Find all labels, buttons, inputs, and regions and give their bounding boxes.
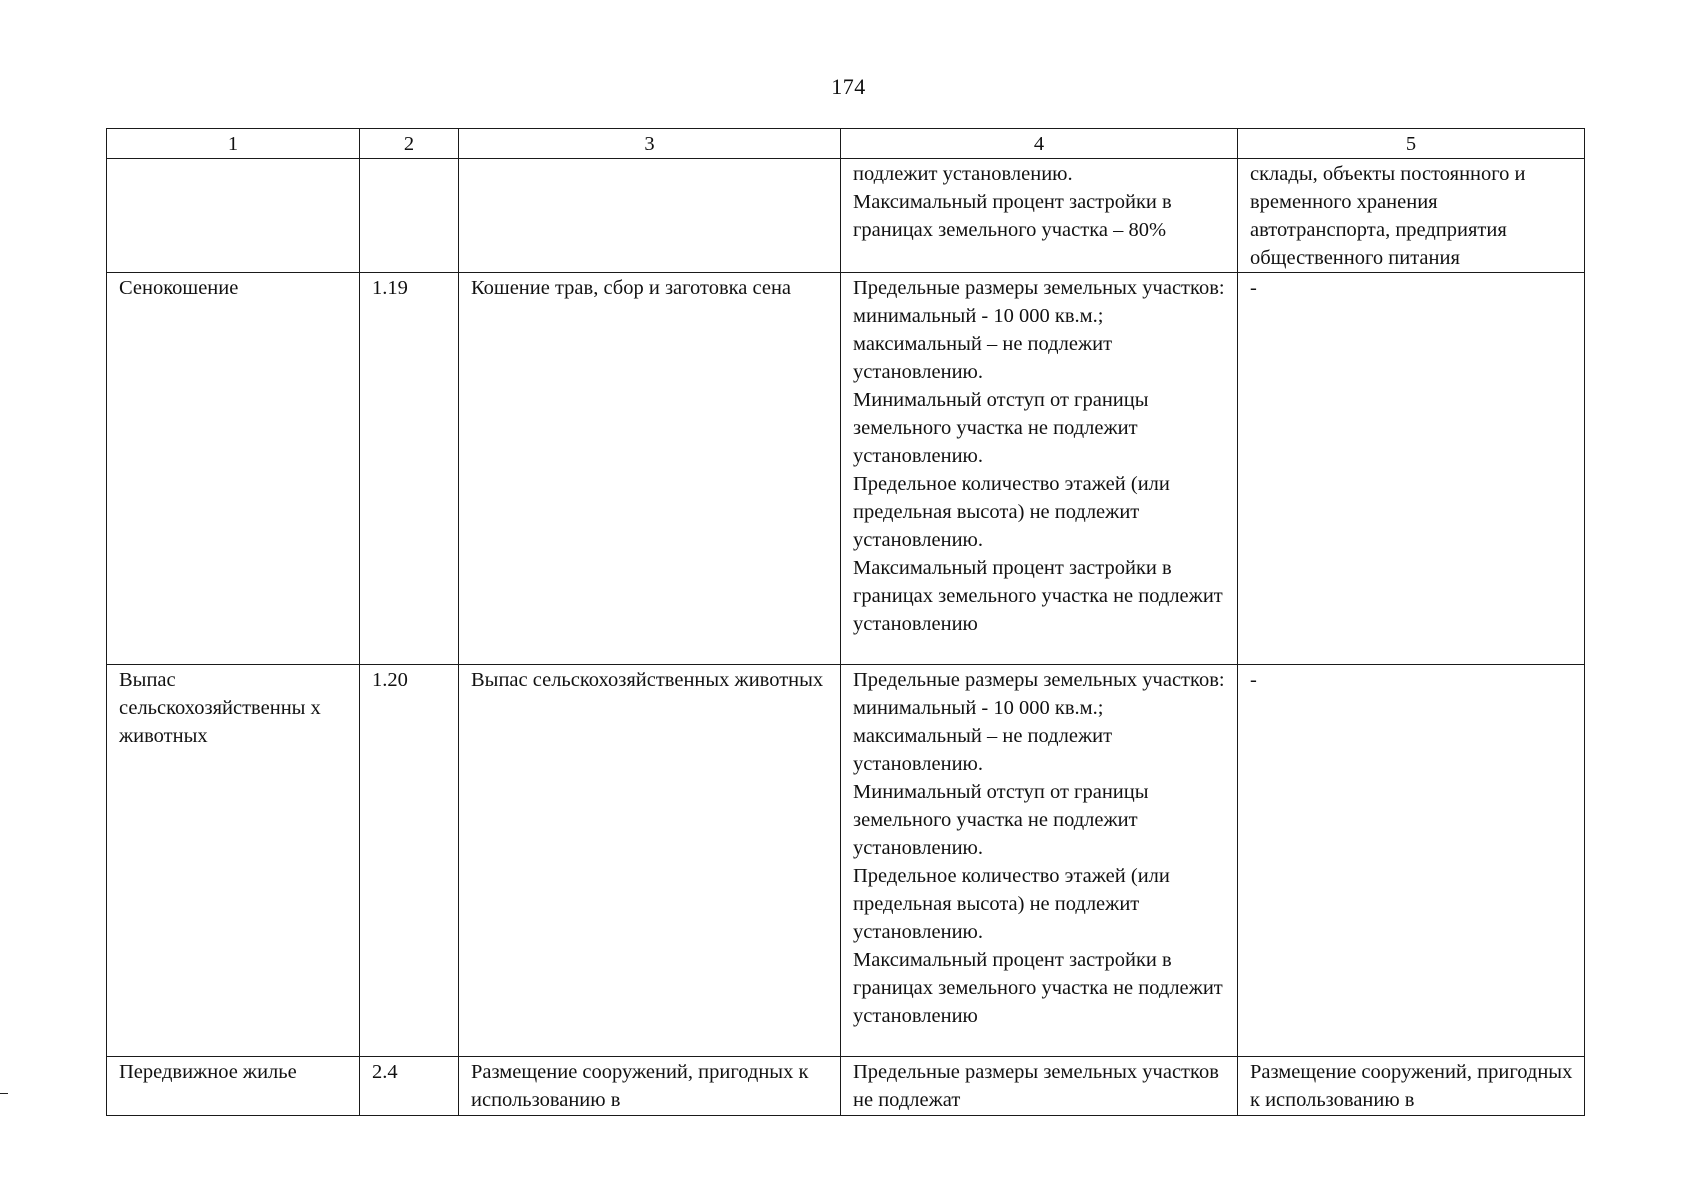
land-use-restrictions: -: [1250, 277, 1257, 299]
land-use-name-cell: [107, 665, 360, 1057]
table-row: [107, 159, 1585, 273]
table-header-row: [107, 129, 1585, 159]
land-use-restrictions: склады, объекты постоянного и временного хранения автотранспорта, предприятия общественного питания: [1250, 163, 1526, 269]
land-use-name: Передвижное жилье: [119, 1061, 297, 1083]
land-use-code: 2.4: [372, 1061, 398, 1083]
land-use-name-cell: [107, 273, 360, 665]
land-use-parameters: подлежит установлению. Максимальный процент застройки в границах земельного участка – 80%: [853, 163, 1172, 241]
land-use-name: Выпас сельскохозяйственны х животных: [119, 669, 321, 747]
table-row: [107, 665, 1585, 1057]
land-use-restrictions: Размещение сооружений, пригодных к использованию в: [1250, 1061, 1573, 1111]
land-use-restrictions-cell: [1238, 1057, 1585, 1116]
land-use-parameters-cell: [841, 273, 1238, 665]
land-use-table: [106, 128, 1585, 1116]
table-row: [107, 1057, 1585, 1116]
land-use-description-cell: [459, 665, 841, 1057]
land-use-name-cell: [107, 159, 360, 273]
land-use-parameters-cell: [841, 665, 1238, 1057]
table-row: [107, 273, 1585, 665]
column-header-4: 4: [841, 129, 1238, 159]
land-use-code: 1.20: [372, 669, 408, 691]
land-use-restrictions-cell: [1238, 273, 1585, 665]
margin-mark: [0, 1093, 8, 1094]
land-use-description-cell: [459, 273, 841, 665]
land-use-name: Сенокошение: [119, 277, 239, 299]
land-use-code: 1.19: [372, 277, 408, 299]
land-use-code-cell: [360, 665, 459, 1057]
land-use-restrictions: -: [1250, 669, 1257, 691]
land-use-description-cell: [459, 1057, 841, 1116]
land-use-parameters: Предельные размеры земельных участков не подлежат: [853, 1061, 1219, 1111]
column-header-3: 3: [459, 129, 841, 159]
land-use-description: Выпас сельскохозяйственных животных: [471, 669, 824, 691]
land-use-description-cell: [459, 159, 841, 273]
land-use-parameters-cell: [841, 1057, 1238, 1116]
land-use-code-cell: [360, 159, 459, 273]
land-use-code-cell: [360, 273, 459, 665]
land-use-parameters: Предельные размеры земельных участков: минимальный - 10 000 кв.м.; максимальный – не подлежит установлению. Минимальный отступ от границы земельного участка не подлежит установлению. Предельное количество этажей (или предельная высота) не подлежит установлению. Максимальный процент застройки в границах земельного участка не подлежит установлению: [853, 277, 1225, 635]
land-use-restrictions-cell: [1238, 159, 1585, 273]
column-header-5: 5: [1238, 129, 1585, 159]
land-use-restrictions-cell: [1238, 665, 1585, 1057]
column-header-1: 1: [107, 129, 360, 159]
land-use-description: Размещение сооружений, пригодных к использованию в: [471, 1061, 809, 1111]
land-use-description: Кошение трав, сбор и заготовка сена: [471, 277, 792, 299]
column-header-2: 2: [360, 129, 459, 159]
land-use-code-cell: [360, 1057, 459, 1116]
land-use-parameters-cell: [841, 159, 1238, 273]
page-number: 174: [831, 74, 866, 99]
land-use-parameters: Предельные размеры земельных участков: минимальный - 10 000 кв.м.; максимальный – не подлежит установлению. Минимальный отступ от границы земельного участка не подлежит установлению. Предельное количество этажей (или предельная высота) не подлежит установлению. Максимальный процент застройки в границах земельного участка не подлежит установлению: [853, 669, 1225, 1027]
land-use-name-cell: [107, 1057, 360, 1116]
